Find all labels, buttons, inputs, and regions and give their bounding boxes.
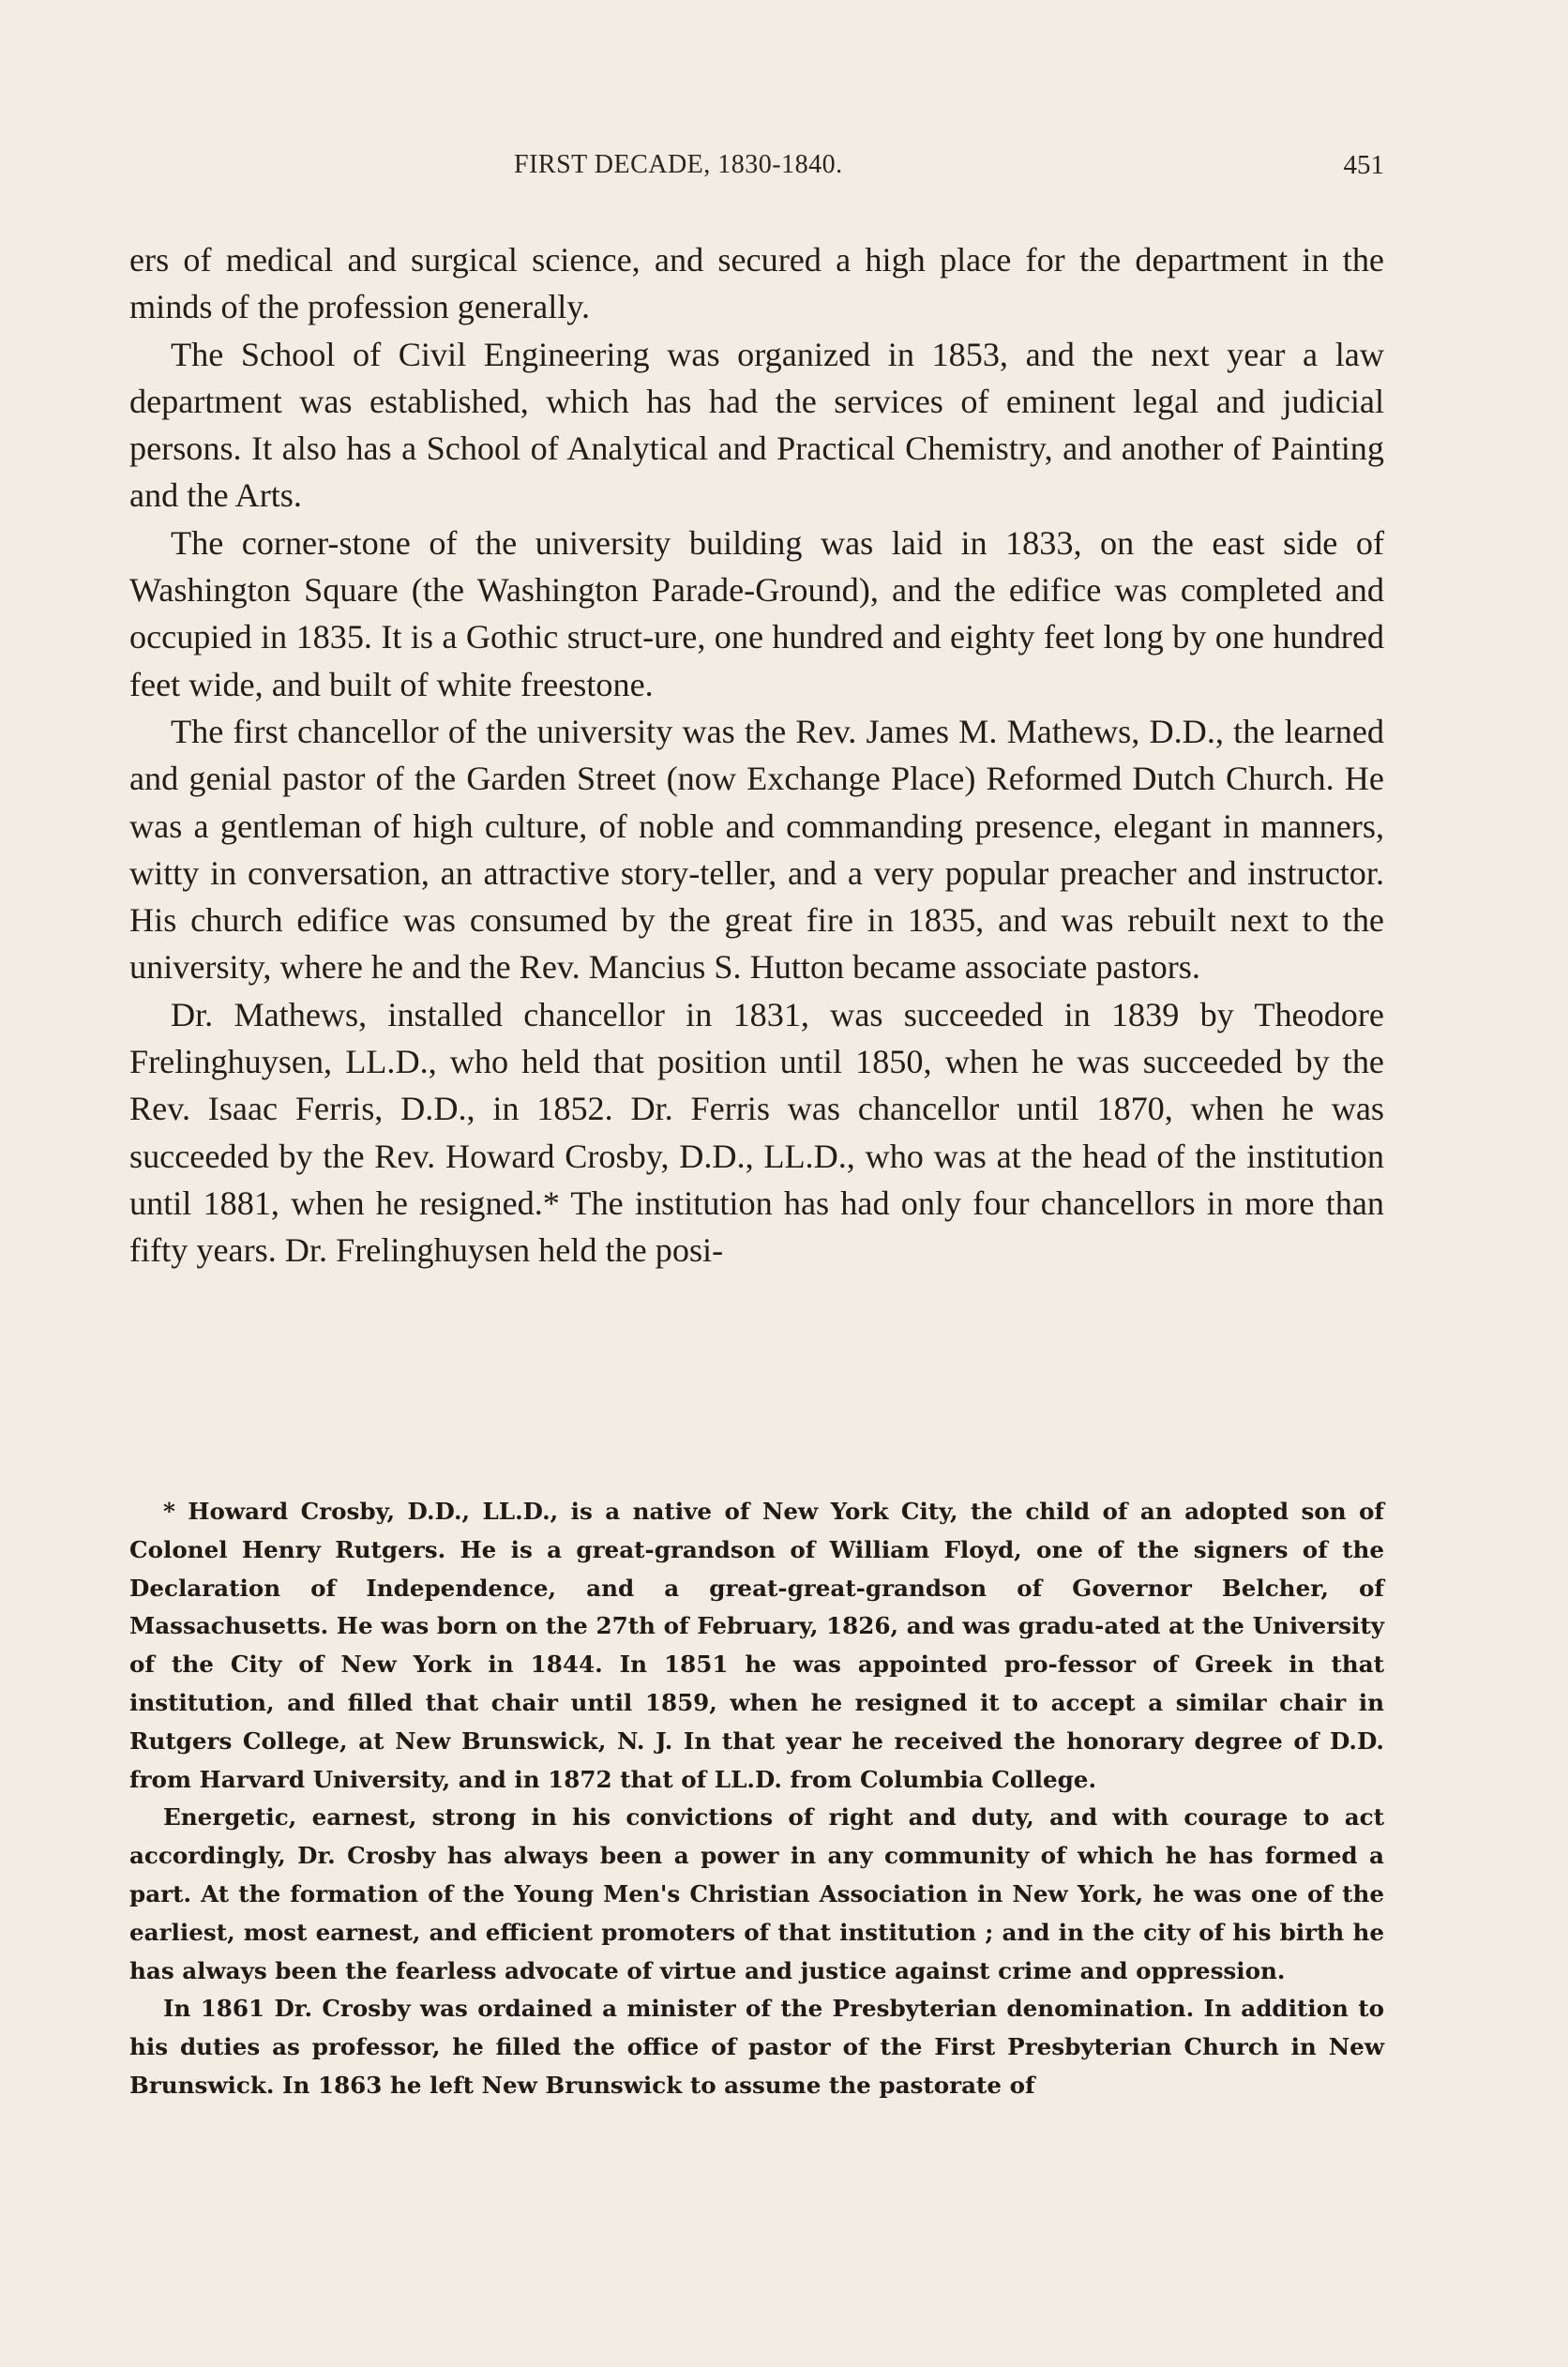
paragraph: ers of medical and surgical science, and secured a high place for the department in the minds of the profession generally. (129, 241, 1384, 326)
running-head: FIRST DECADE, 1830-1840. (514, 150, 843, 179)
footnote-paragraph: * Howard Crosby, D.D., LL.D., is a native of New York City, the child of an adopted son of Colonel Henry Rutgers. He is a great-grandson of William Floyd, one of the signers of the Declaration of Independence, and a great-great-grandson of Governor Belcher, of Massachusetts. He was born on the 27th of February, 1826, and was gradu-ated at the University of the City of New York in 1844. In 1851 he was appointed pro-fessor of Greek in that institution, and filled that chair until 1859, when he resigned it to accept a similar chair in Rutgers College, at New Brunswick, N. J. In that year he received the honorary degree of D.D. from Harvard University, and in 1872 that of LL.D. from Columbia College. (129, 1498, 1384, 1793)
paragraph: The School of Civil Engineering was organized in 1853, and the next year a law department was established, which has had the services of eminent legal and judicial persons. It also has a School of Analytical and Practical Chemistry, and another of Painting and the Arts. (129, 335, 1384, 515)
paragraph: The corner-stone of the university building was laid in 1833, on the east side of Washington Square (the Washington Parade-Ground), and the edifice was completed and occupied in 1835. It is a Gothic struct-ure, one hundred and eighty feet long by one hundred feet wide, and built of white freestone. (129, 523, 1384, 703)
page-header (129, 150, 1384, 188)
footnote-paragraph: Energetic, earnest, strong in his convictions of right and duty, and with courage to act accordingly, Dr. Crosby has always been a power in any community of which he has formed a part. At the formation of the Young Men's Christian Association in New York, he was one of the earliest, most earnest, and efficient promoters of that institution ; and in the city of his birth he has always been the fearless advocate of virtue and justice against crime and oppression. (129, 1803, 1384, 1984)
footnote-paragraph: In 1861 Dr. Crosby was ordained a minister of the Presbyterian denomination. In addition to his duties as professor, he filled the office of pastor of the First Presbyterian Church in New Brunswick. In 1863 he left New Brunswick to assume the pastorate of (129, 1995, 1384, 2099)
paragraph: Dr. Mathews, installed chancellor in 1831, was succeeded in 1839 by Theodore Frelinghuysen, LL.D., who held that position until 1850, when he was succeeded by the Rev. Isaac Ferris, D.D., in 1852. Dr. Ferris was chancellor until 1870, when he was succeeded by the Rev. Howard Crosby, D.D., LL.D., who was at the head of the institution until 1881, when he resigned.* The institution has had only four chancellors in more than fifty years. Dr. Frelinghuysen held the posi- (129, 995, 1384, 1270)
main-text (129, 236, 1384, 1274)
page-number: 451 (1343, 150, 1384, 180)
footnote-block (129, 1493, 1384, 2105)
paragraph: The first chancellor of the university was the Rev. James M. Mathews, D.D., the learned and genial pastor of the Garden Street (now Exchange Place) Reformed Dutch Church. He was a gentleman of high culture, of noble and commanding presence, elegant in manners, witty in conversation, an attractive story-teller, and a very popular preacher and instructor. His church edifice was consumed by the great fire in 1835, and was rebuilt next to the university, where he and the Rev. Mancius S. Hutton became associate pastors. (129, 712, 1384, 987)
